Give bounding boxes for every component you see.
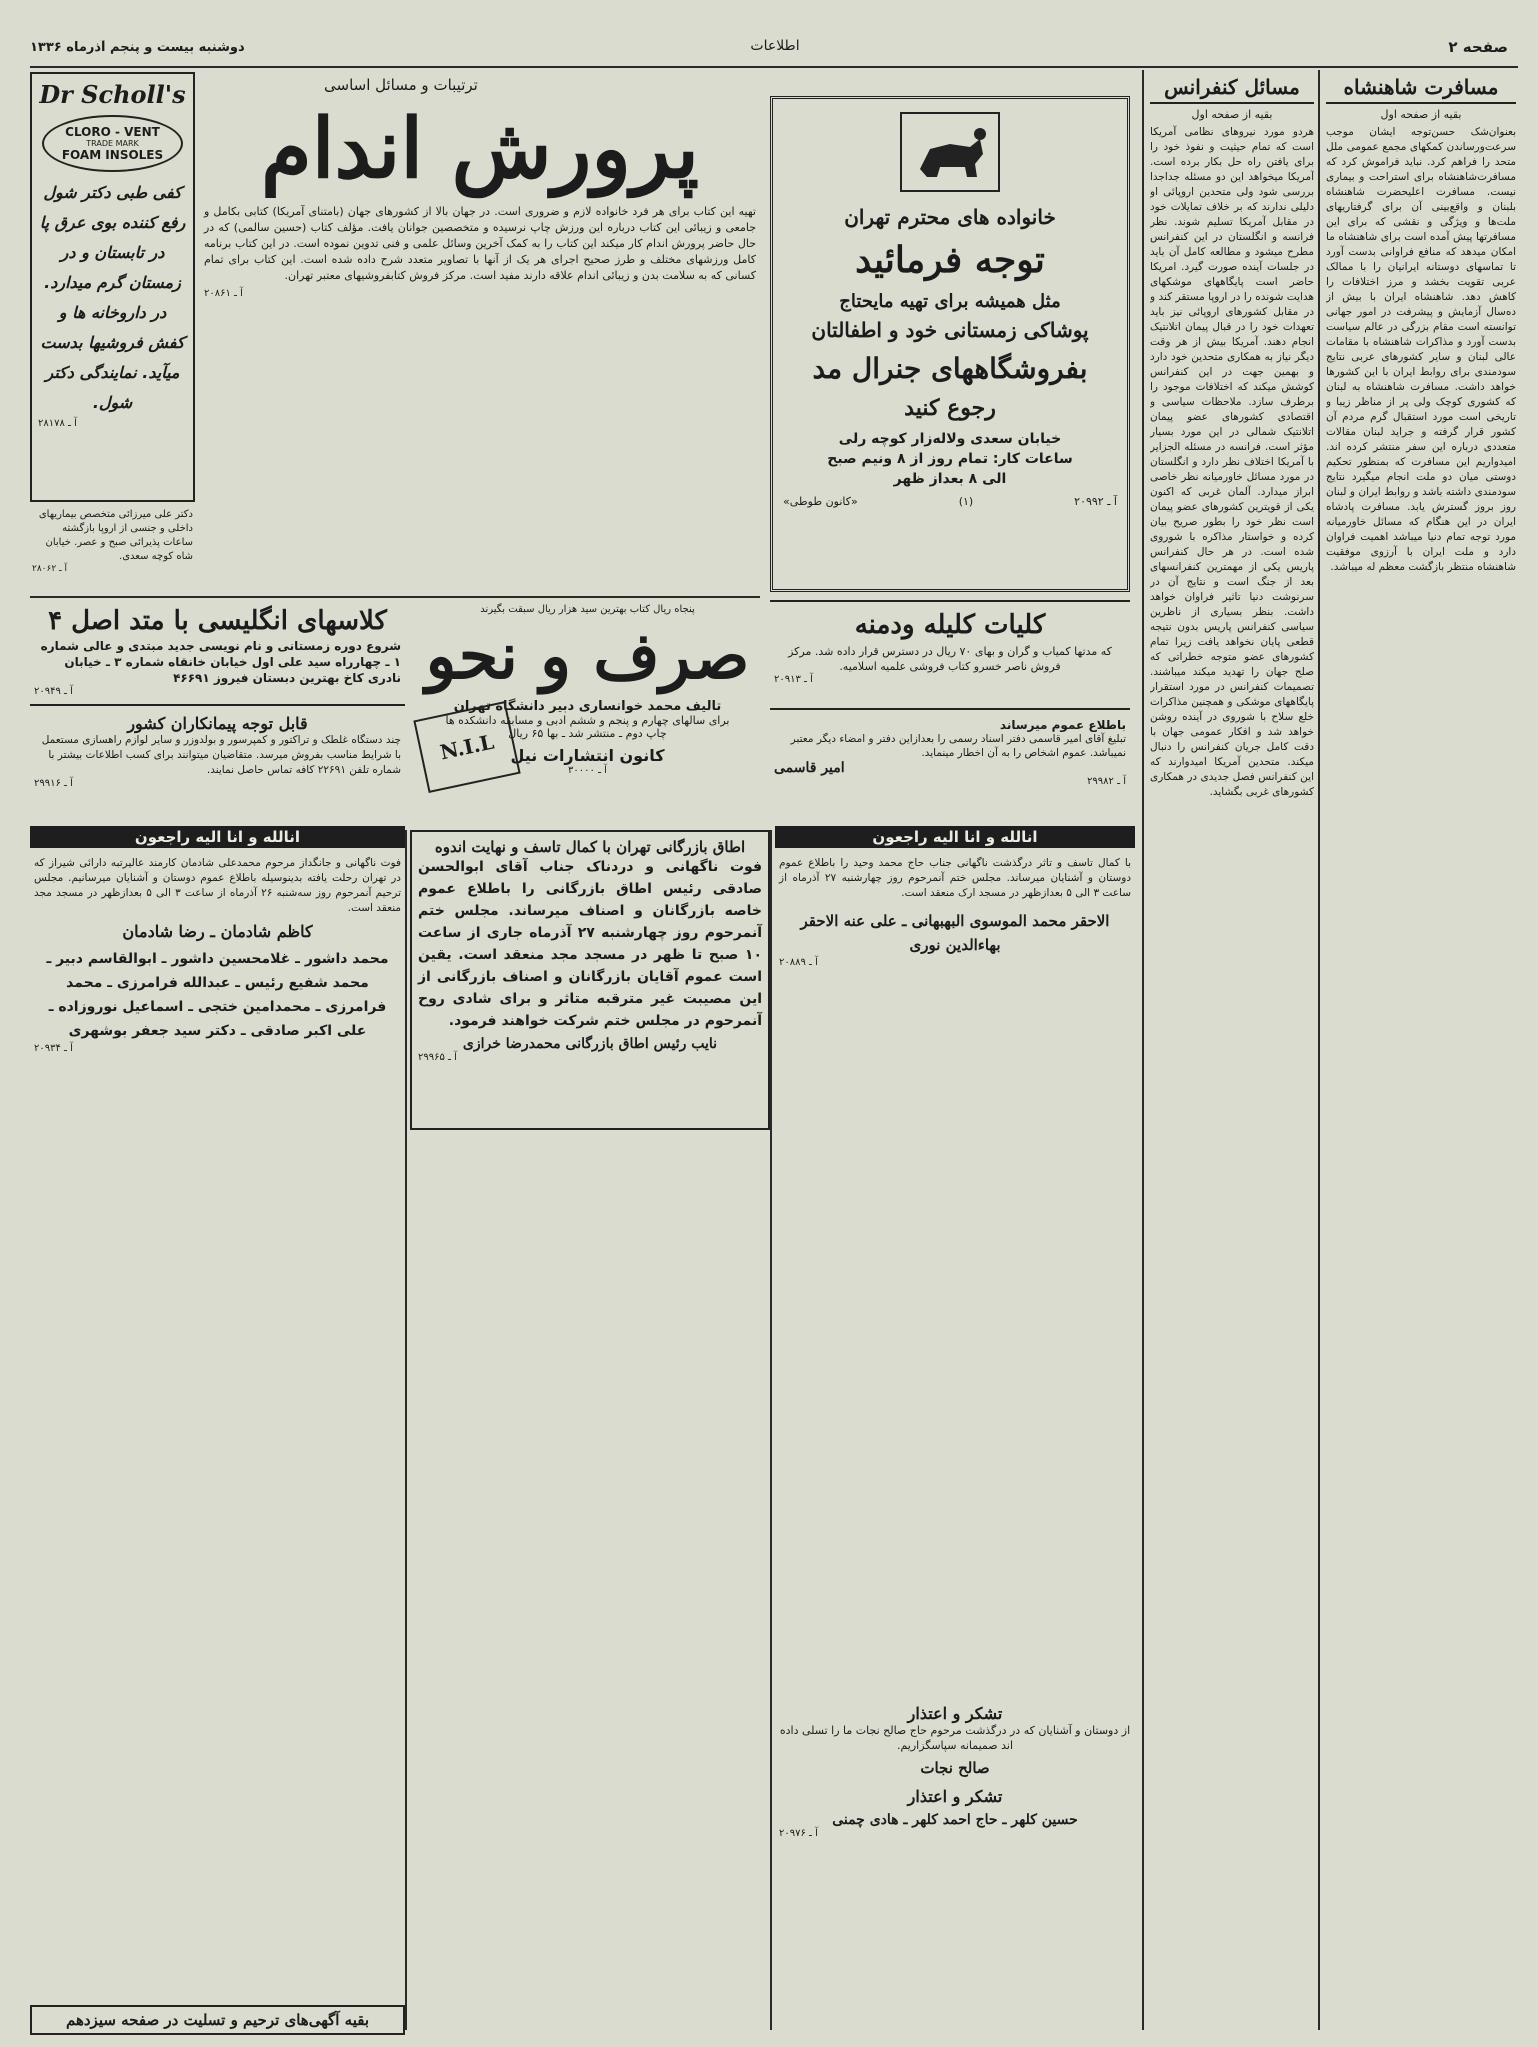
gm-ref-left: (۱) [958, 495, 974, 508]
misc-title: باطلاع عموم میرساند [999, 718, 1126, 732]
thanks-title2: تشکر و اعتذار [907, 1787, 1003, 1806]
death-left-body: فوت ناگهانی و جانگداز مرحوم محمدعلی شادمان کارمند عالیرتبه دارائی شیراز که در تهران رحلت یافته بدینوسیله باطلاع عموم دوستان و آشنایان میرسانیم. مجلس ترحیم آنمرحوم روز سه‌شنبه ۲۶ آذرماه از ساعت ۳ الی ۵ بعدازظهر در مسجد مجد منعقد است. [34, 857, 401, 914]
doctor-body: دکتر علی میرزائی متخصص بیماریهای داخلی و جنسی از اروپا بازگشته ساعات پذیرائی صبح و عصر. خیابان شاه کوچه سعدی. [38, 509, 193, 562]
contractors-ad [30, 710, 405, 820]
scholls-ref: آ ـ ۲۸۱۷۸ [38, 418, 77, 429]
kelileh-body: که مدتها کمیاب و گران و بهای ۷۰ ریال در دسترس قرار داده شد. مرکز فروش ناصر خسرو کتاب فروشی علمیه اسلامیه. [788, 645, 1112, 673]
english-body: شروع دوره زمستانی و نام نویسی جدید مبتدی و عالی شماره ۱ ـ چهارراه سید علی اول خیابان خانقاه شماره ۳ ـ خیابان نادری کاخ بهترین دبستان فیروز ۴۶۶۹۱ [40, 639, 401, 685]
gm-line1: مثل همیشه برای تهیه مایحتاج [839, 291, 1061, 312]
misc-sign: امیر قاسمی [774, 760, 845, 776]
upper-left-rule [30, 596, 760, 598]
nil-logo-text: N.I.L [437, 729, 497, 765]
parvaresh-ad [200, 72, 760, 572]
conference-article [1150, 72, 1314, 2032]
sarf-price: چاپ دوم ـ منتشر شد ـ بها ۶۵ ریال [508, 727, 667, 740]
gm-hours: ساعات کار: تمام روز از ۸ ونیم صبح [827, 451, 1073, 467]
scholls-line1: CLORO - VENT [65, 125, 160, 139]
sarf-ref: آ ـ ۳۰۰۰۰ [568, 765, 607, 776]
death-mid-names: الاحقر محمد الموسوی البهبهانی ـ علی عنه الاحقر بهاءالدین نوری [800, 912, 1110, 954]
parvaresh-ref: آ ـ ۲۰۸۶۱ [204, 288, 243, 299]
bazaar-title: اطاق بازرگانی تهران با کمال تاسف و نهایت اندوه [434, 838, 746, 856]
thanks-ref: آ ـ ۲۰۹۷۶ [779, 1828, 818, 1839]
thanks-notice [775, 1700, 1135, 2000]
general-mode-ad [770, 96, 1130, 592]
scholls-brand: Dr Scholl's [39, 80, 186, 109]
contractors-title: قابل توجه پیمانکاران کشور [127, 714, 308, 733]
lion-logo-icon [783, 109, 1117, 199]
thanks-body: از دوستان و آشنایان که در درگذشت مرحوم حاج صالح نجات ما را تسلی داده اند صمیمانه سپاسگزاریم. [779, 1724, 1131, 1752]
shah-trip-cont-note: بقیه از صفحه اول [1380, 108, 1462, 121]
bazaar-sign: نایب رئیس اطاق بازرگانی محمدرضا خرازی [462, 1036, 718, 1052]
death-mid-ref: آ ـ ۲۰۸۸۹ [779, 957, 818, 968]
death-left-family: کاظم شادمان ـ رضا شادمان [122, 922, 313, 941]
thanks-sign2: حسین کلهر ـ حاج احمد کلهر ـ هادی چمنی [832, 1812, 1078, 1828]
sarf-publisher: کانون انتشارات نیل [510, 746, 665, 765]
kelileh-ref: آ ـ ۲۰۹۱۳ [774, 674, 813, 685]
gm-line3: بفروشگاههای جنرال مد [812, 352, 1088, 385]
death-left-names: محمد داشور ـ غلامحسین داشور ـ ابوالقاسم دبیر ـ محمد شفیع رئیس ـ عبدالله فرامرزی ـ محمد فرامرزی ـ محمدامین ختجی ـ اسماعیل نوروزاده ـ علی اکبر صادقی ـ دکتر سید جعفر بوشهری [46, 951, 389, 1039]
shah-trip-headline: مسافرت شاهنشاه [1326, 72, 1516, 104]
lower-rule-a [770, 830, 772, 2030]
shah-trip-body: بعنوان‌شک حسن‌توجه ایشان موجب سرعت‌ورساندن کمکهای مجمع عمومی ملل متحد را فراهم کرد. نباید فراموش کرد که مسافرت‌شاهنشاه برای استراحت و بیماری نیست. مسافرت اعلیحضرت شاهنشاه بلبنان و واقع‌بینی آن برای گرفتاریهای ملت‌ها و ویژگی و نقشی که برای این مسافرتها پیش آمده است برای شاهنشاه ما امکان میدهد که منافع فراوانی بدست آورد تا تماسهای دوستانه ایرانیان را با ممالک عربی تقویت بخشد و مرز اختلافات را کاهش دهد. شاهنشاه ایران با بیش از ده‌سال آزمایش و پیشرفت در امور جهانی توانسته است مقام بزرگی در عالم سیاست بدست آورد و مذاکرات شاهنشاه با مقامات عالی لبنان و سایر کشورهای عربی نتایج سودمندی برای روابط ایران با این کشورها خواهد داشت. مسافرت شاهنشاه به لبنان که کشوری کوچک ولی پر از مناظر زیبا و تاریخی است مورد استقبال گرم مردم آن کشور قرار گرفته و جراید لبنان مقالات متعددی درباره این سفر منتشر کرده اند. امیدواریم این مسافرت که بمنظور تحکیم دوستی میان دو ملت انجام میگیرد نتایج سودمندی داشته باشد و روابط ایران و لبنان روز بروز گسترش یابد. مسافرت پادشاه ایران در این هنگام که مسائل خاورمیانه مورد توجه تمام دنیا میباشد اهمیت فراوان دارد و ملت ایران با آرزوی موفقیت شاهنشاه منتظر بازگشت معظم له میباشد. [1326, 126, 1516, 573]
col-rule-2 [1142, 70, 1144, 2030]
misc-ref: آ ـ ۲۹۹۸۲ [1087, 776, 1126, 787]
conference-cont-note: بقیه از صفحه اول [1191, 108, 1273, 121]
gm-logo-note: «کانون طوطی» [783, 495, 858, 508]
footer-more: بقیه آگهی‌های ترحیم و تسلیت در صفحه سیزدهم [30, 2005, 405, 2035]
sarf-ad [410, 600, 765, 828]
english-ad [30, 600, 405, 706]
col-rule-1 [1318, 70, 1320, 2030]
lower-rule-b [405, 830, 407, 2030]
death-mid-body: با کمال تاسف و تاثر درگذشت ناگهانی جناب حاج محمد وحید را باطلاع عموم دوستان و آشنایان میرساند. مجلس ختم آنمرحوم روز چهارشنبه ۲۷ آذرماه از ساعت ۳ الی ۵ بعدازظهر در مسجد ارک منعقد است. [779, 857, 1131, 899]
scholls-persian: کفی طبی دکتر شول رفع کننده بوی عرق پا در تابستان و در زمستان گرم میدارد. در داروخانه ها و کفش فروشیها بدست میآید. نمایندگی دکتر شول. [39, 183, 186, 412]
english-ref: آ ـ ۲۰۹۴۹ [34, 686, 73, 697]
page-label: صفحه ۲ [1448, 38, 1508, 56]
gm-greeting: خانواده های محترم تهران [844, 205, 1056, 229]
parvaresh-body: تهیه این کتاب برای هر فرد خانواده لازم و ضروری است. در جهان بالا از کشورهای جهان (بامتنای آمریکا) کتابی بکامل و جامعی و زیبائی این کتاب درباره این ورزش چاپ نرسیده و متخصصین جوانان یافت. مؤلف کتاب (حسین سالمی) که در حال حاضر پرورش اندام کار میکند این کتاب را به کمک آخرین وسائل علمی و فنی تدوین نموده است. در این کتاب برنامه کامل ورزشهای مختلف و طرز صحیح اجرای هر یک از آنها با تصاویر متعدد شرح داده شده است. این کتاب برای تمام کسانی که به سلامت بدن و زیبائی اندام علاقه دارند مفید است. مرکز فروش کتابفروشیهای معتبر تهران. [204, 205, 756, 282]
contractors-body: چند دستگاه غلطک و تراکتور و کمپرسور و بولدوزر و سایر لوازم راهسازی مستعمل با شرایط مناسب بفروش میرسد. متقاضیان میتوانند برای کسب اطلاعات بیشتر با شماره تلفن ۲۲۶۹۱ کافه تماس حاصل نمایند. [41, 734, 401, 776]
bazaar-body: فوت ناگهانی و دردناک جناب آقای ابوالحسن صادقی رئیس اطاق بازرگانی را باطلاع عموم خاصه بازرگانان و اصناف میرساند. مجلس ختم آنمرحوم روز چهارشنبه ۲۷ آذرماه جاری از ساعت ۱۰ صبح تا ظهر در مسجد مجد منعقد است. یقین است عموم آقایان بازرگانان و اصناف بازرگانی از این مصیبت غیر مترقبه متاثر و برای شادی روح آنمرحوم در مجلس ختم شرکت خواهند فرمود. [418, 859, 763, 1029]
misc-notice [770, 714, 1130, 820]
parvaresh-subtitle: ترتیبات و مسائل اساسی [324, 76, 478, 94]
doctor-ad [30, 506, 195, 592]
kelileh-ad [770, 600, 1130, 710]
sarf-title: صرف و نحو [425, 619, 750, 694]
scholls-line3: FOAM INSOLES [61, 148, 164, 162]
gm-attention: توجه فرمائید [855, 239, 1045, 281]
death-notice-mid [775, 852, 1135, 1152]
gm-ref-right: آ ـ ۲۰۹۹۲ [1074, 495, 1117, 508]
gm-line4: رجوع کنید [904, 395, 996, 421]
parvaresh-title: پرورش اندام [260, 101, 700, 197]
date-line: دوشنبه بیست و پنجم آذرماه ۱۳۳۶ [30, 40, 245, 55]
conference-headline: مسائل کنفرانس [1150, 72, 1314, 104]
death-bar-right: انالله و انا الیه راجعون [30, 826, 405, 848]
shah-trip-article [1326, 72, 1516, 2032]
scholls-ad [30, 72, 195, 502]
paper-name: اطلاعات [750, 38, 800, 54]
gm-hours2: الی ۸ بعداز ظهر [893, 471, 1007, 487]
sarf-top: پنجاه ریال کتاب بهترین سید هزار ریال سبقت بگیرند [480, 604, 695, 615]
conference-body: هردو مورد نیروهای نظامی آمریکا است که تمام حیثیت و نفوذ خود را برای یافتن راه حل بکار برده است. آمریکا میخواهد این دو مسئله جداجدا بررسی شود ولی متحدین اروپائی او دلیلی ندارند که بر خلاف تمایلات خود در مقابل آمریکا تسلیم شوند. نظر فرانسه و انگلستان در این کنفرانس مطرح میشود و مطالعه کامل آن باید در جلسات آینده صورت گیرد. امریکا حاضر است پایگاههای موشکهای هدایت شونده را در اروپا مستقر کند و در مقابل کشورهای اروپائی نیز باید تعهدات خود را در قبال پیمان اتلانتیک انجام دهند. آمریکا بیش از هر وقت دیگر نیاز به همکاری متحدین خود دارد و بهمین جهت در این کنفرانس کوشش میکند که اختلافات موجود را برطرف سازد. ملاحظات سیاسی و اقتصادی کشورهای عضو پیمان اتلانتیک شمالی در این مورد بسیار مؤثر است. فرانسه در مسئله الجزایر با آمریکا اختلاف نظر دارد و انگلستان در مورد مسائل خاورمیانه نظر خاصی ابراز میدارد. آلمان غربی که اکنون یکی از قویترین کشورهای عضو پیمان است نظر خود را بطور صریح بیان کرده و خواستار مذاکره با شوروی شده است. در هر حال کنفرانس پاریس یکی از مهمترین کنفرانسهای بعد از جنگ است و نتایج آن در سرنوشت دنیا تاثیر فراوان خواهد داشت. بنظر بسیاری از ناظرین سیاسی کنفرانس پاریس بدون نتیجه قطعی پایان نخواهد یافت زیرا تمام کشورهای عضو متوجه خطراتی که صلح جهان را تهدید میکند میباشند. تصمیمات کنفرانس در مورد استقرار پایگاههای موشکی و همچنین مذاکرات خلع سلاح با شوروی در آینده روشن خواهد شد و افکار عمومی جهان با دقت کامل جریان کنفرانس را دنبال میکند. متحدین آمریکا امیدوارند که این کنفرانس فصل جدیدی در همکاری کشورهای غربی بگشاید. [1150, 126, 1314, 798]
contractors-ref: آ ـ ۲۹۹۱۶ [34, 778, 73, 789]
sarf-author: تالیف محمد خوانساری دبیر دانشگاه تهران [453, 699, 722, 714]
bazaar-notice [410, 830, 770, 1130]
gm-line2: پوشاکی زمستانی خود و اطفالتان [811, 318, 1089, 342]
death-bar-mid: انالله و انا الیه راجعون [775, 826, 1135, 848]
scholls-line2: TRADE MARK [86, 139, 139, 148]
masthead-rule [30, 66, 1518, 68]
kelileh-title: کلیات کلیله ودمنه [854, 610, 1046, 640]
sarf-desc: برای سالهای چهارم و پنجم و ششم ادبی و مسابقه دانشکده ها [445, 714, 730, 727]
misc-body: تبلیغ آقای امیر قاسمی دفتر اسناد رسمی را بعدازاین دفتر و امضاء دیگر معتبر نمیباشد. عموم اشخاص را به آن اخطار مینماید. [790, 733, 1126, 759]
gm-address: خیابان سعدی ولاله‌زار کوچه رلی [838, 431, 1062, 447]
death-notice-left [30, 852, 405, 1252]
thanks-sign: صالح نجات [920, 1759, 990, 1777]
doctor-ref: آ ـ ۲۸۰۶۲ [32, 564, 68, 574]
death-left-ref: آ ـ ۲۰۹۳۴ [34, 1043, 73, 1054]
bazaar-ref: آ ـ ۲۹۹۶۵ [418, 1052, 457, 1063]
thanks-title: تشکر و اعتذار [907, 1704, 1003, 1723]
english-title: کلاسهای انگلیسی با متد اصل ۴ [48, 606, 387, 636]
scholls-oval [42, 115, 183, 172]
